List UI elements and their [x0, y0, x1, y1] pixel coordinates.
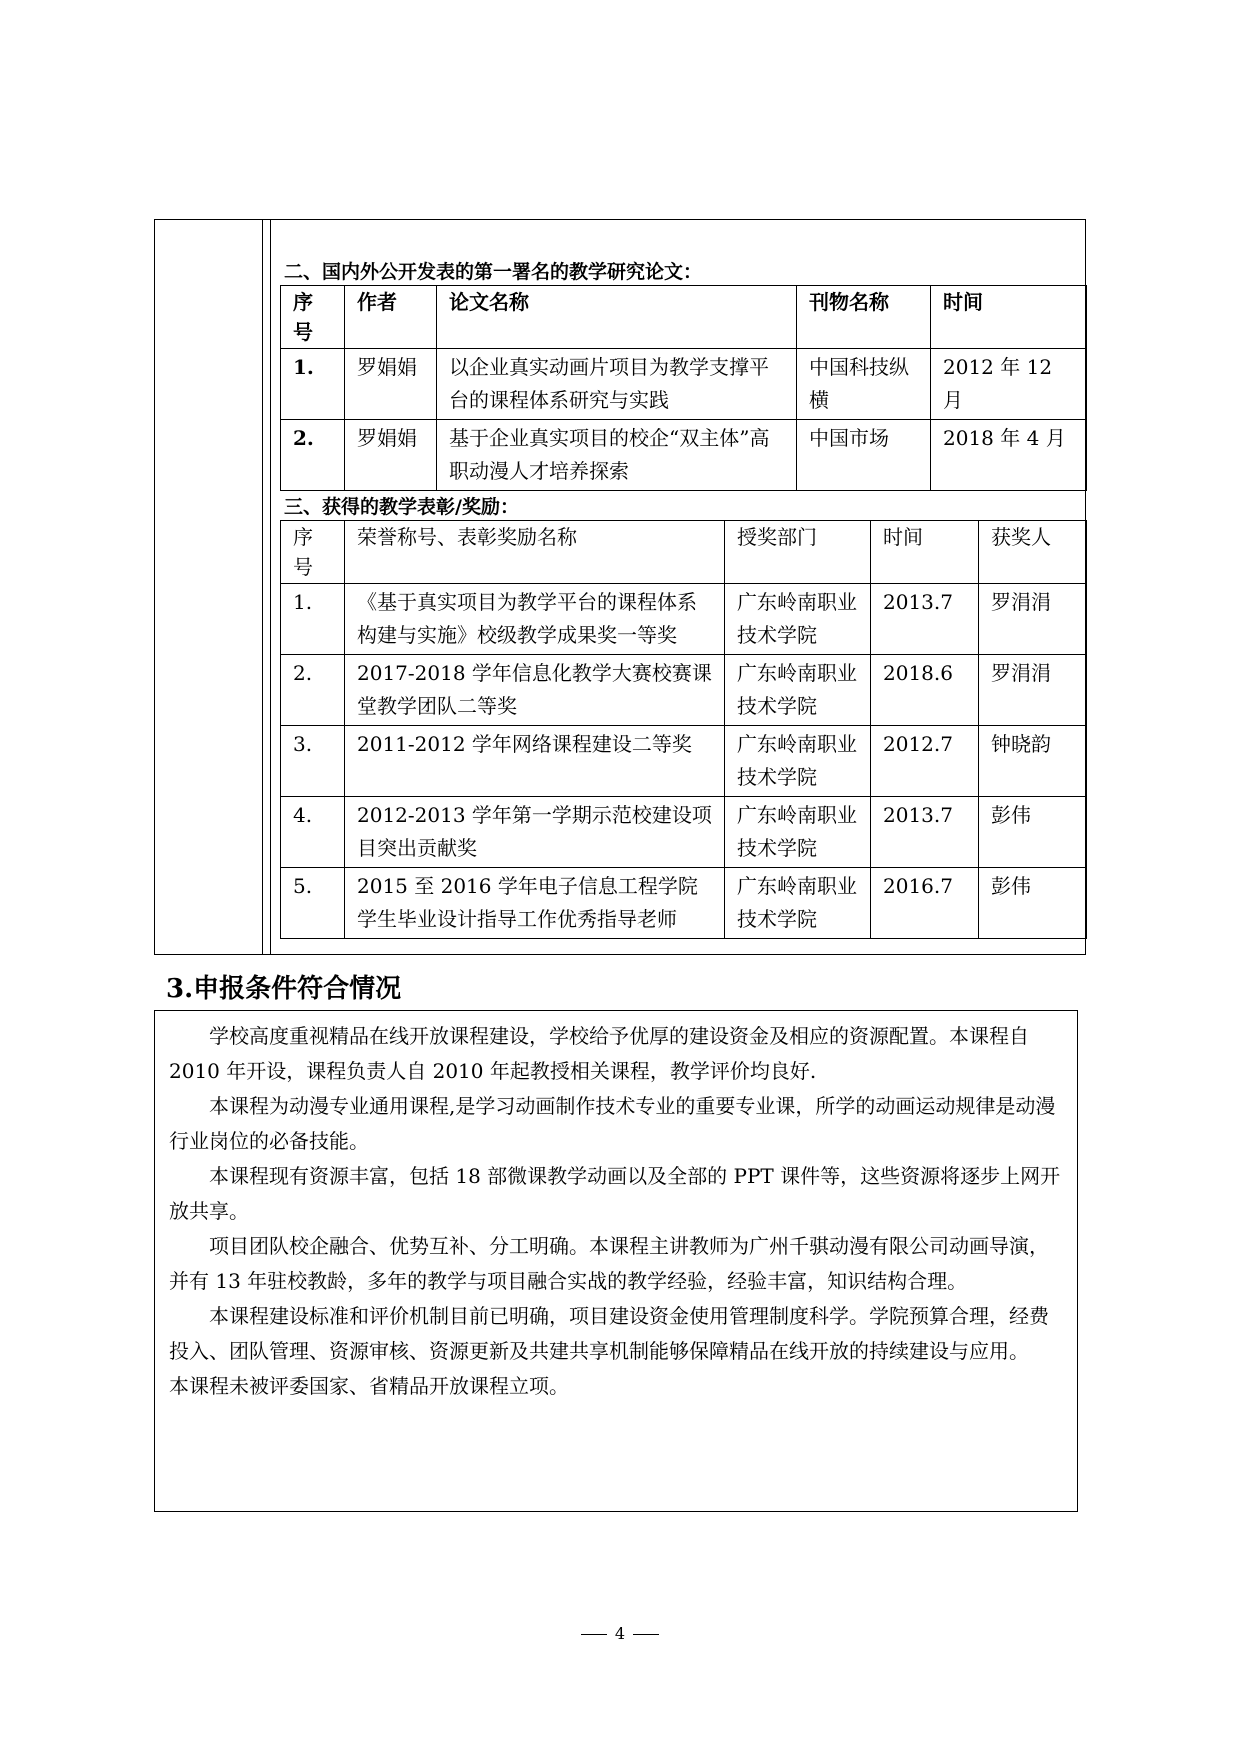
- conditions-box: [154, 1010, 1078, 1512]
- cell-journal: 中国科技纵横: [797, 349, 931, 420]
- cell-department: 广东岭南职业技术学院: [725, 868, 871, 939]
- header-cell: 序号: [281, 521, 345, 584]
- cell-department: 广东岭南职业技术学院: [725, 726, 871, 797]
- cell-date: 2012 年 12 月: [931, 349, 1087, 420]
- cell-date: 2016.7: [871, 868, 979, 939]
- cell-journal: 中国市场: [797, 420, 931, 491]
- cell-date: 2012.7: [871, 726, 979, 797]
- cell-index: 2.: [281, 420, 345, 491]
- cell-title: 以企业真实动画片项目为教学支撑平台的课程体系研究与实践: [437, 349, 797, 420]
- paragraph: 本课程建设标准和评价机制目前已明确，项目建设资金使用管理制度科学。学院预算合理，经费投入、团队管理、资源审核、资源更新及共建共享机制能够保障精品在线开放的持续建设与应用。: [169, 1304, 1049, 1363]
- header-cell: 论文名称: [437, 286, 797, 349]
- cell-department: 广东岭南职业技术学院: [725, 655, 871, 726]
- cell-index: 2.: [281, 655, 345, 726]
- cell-award: 《基于真实项目为教学平台的课程体系构建与实施》校级教学成果奖一等奖: [345, 584, 725, 655]
- awards-header-row: [281, 521, 1087, 584]
- papers-header-row: [281, 286, 1087, 349]
- frame-divider-1: [262, 219, 263, 955]
- cell-date: 2013.7: [871, 584, 979, 655]
- cell-index: 1.: [281, 584, 345, 655]
- paragraph: 学校高度重视精品在线开放课程建设，学校给予优厚的建设资金及相应的资源配置。本课程自 2010 年开设，课程负责人自 2010 年起教授相关课程，教学评价均良好.: [169, 1024, 1029, 1083]
- cell-date: 2018.6: [871, 655, 979, 726]
- cell-winner: 罗涓涓: [979, 584, 1087, 655]
- header-cell: 时间: [931, 286, 1087, 349]
- cell-award: 2017-2018 学年信息化教学大赛校赛课堂教学团队二等奖: [345, 655, 725, 726]
- cell-index: 3.: [281, 726, 345, 797]
- cell-winner: 彭伟: [979, 868, 1087, 939]
- frame-divider-2: [270, 219, 271, 955]
- header-cell: 授奖部门: [725, 521, 871, 584]
- page-number: [0, 1624, 1240, 1643]
- cell-title: 基于企业真实项目的校企“双主体”高职动漫人才培养探索: [437, 420, 797, 491]
- header-cell: 刊物名称: [797, 286, 931, 349]
- section2-title: 二、国内外公开发表的第一署名的教学研究论文：: [284, 261, 703, 283]
- table-row: [281, 420, 1087, 491]
- table-row: [281, 868, 1087, 939]
- cell-award: 2011-2012 学年网络课程建设二等奖: [345, 726, 725, 797]
- header-cell: 获奖人: [979, 521, 1087, 584]
- section-heading: 3.申报条件符合情况: [166, 974, 402, 1004]
- table-row: [281, 349, 1087, 420]
- cell-winner: 罗涓涓: [979, 655, 1087, 726]
- cell-index: 1.: [281, 349, 345, 420]
- section3-title: 三、获得的教学表彰/奖励：: [284, 496, 519, 518]
- paragraph: 项目团队校企融合、优势互补、分工明确。本课程主讲教师为广州千骐动漫有限公司动画导演，并有 13 年驻校教龄，多年的教学与项目融合实战的教学经验，经验丰富，知识结构合理。: [169, 1234, 1049, 1293]
- cell-winner: 彭伟: [979, 797, 1087, 868]
- cell-date: 2013.7: [871, 797, 979, 868]
- paragraph: 本课程为动漫专业通用课程,是学习动画制作技术专业的重要专业课，所学的动画运动规律是动漫行业岗位的必备技能。: [169, 1094, 1056, 1153]
- cell-author: 罗娟娟: [345, 420, 437, 491]
- table-row: [281, 655, 1087, 726]
- papers-table: [280, 285, 1087, 491]
- table-row: [281, 584, 1087, 655]
- cell-department: 广东岭南职业技术学院: [725, 584, 871, 655]
- paragraph-last: 本课程未被评委国家、省精品开放课程立项。: [169, 1374, 569, 1398]
- header-cell: 时间: [871, 521, 979, 584]
- cell-award: 2015 至 2016 学年电子信息工程学院学生毕业设计指导工作优秀指导老师: [345, 868, 725, 939]
- header-cell: 作者: [345, 286, 437, 349]
- cell-date: 2018 年 4 月: [931, 420, 1087, 491]
- cell-index: 5.: [281, 868, 345, 939]
- header-cell: 荣誉称号、表彰奖励名称: [345, 521, 725, 584]
- cell-winner: 钟晓韵: [979, 726, 1087, 797]
- cell-department: 广东岭南职业技术学院: [725, 797, 871, 868]
- page-number-value: 4: [614, 1624, 626, 1643]
- dash-right: [633, 1634, 659, 1635]
- awards-table: [280, 520, 1087, 939]
- paragraph: 本课程现有资源丰富，包括 18 部微课教学动画以及全部的 PPT 课件等，这些资源将逐步上网开放共享。: [169, 1164, 1061, 1223]
- header-cell: 序号: [281, 286, 345, 349]
- cell-index: 4.: [281, 797, 345, 868]
- dash-left: [581, 1634, 607, 1635]
- table-row: [281, 797, 1087, 868]
- cell-award: 2012-2013 学年第一学期示范校建设项目突出贡献奖: [345, 797, 725, 868]
- cell-author: 罗娟娟: [345, 349, 437, 420]
- table-row: [281, 726, 1087, 797]
